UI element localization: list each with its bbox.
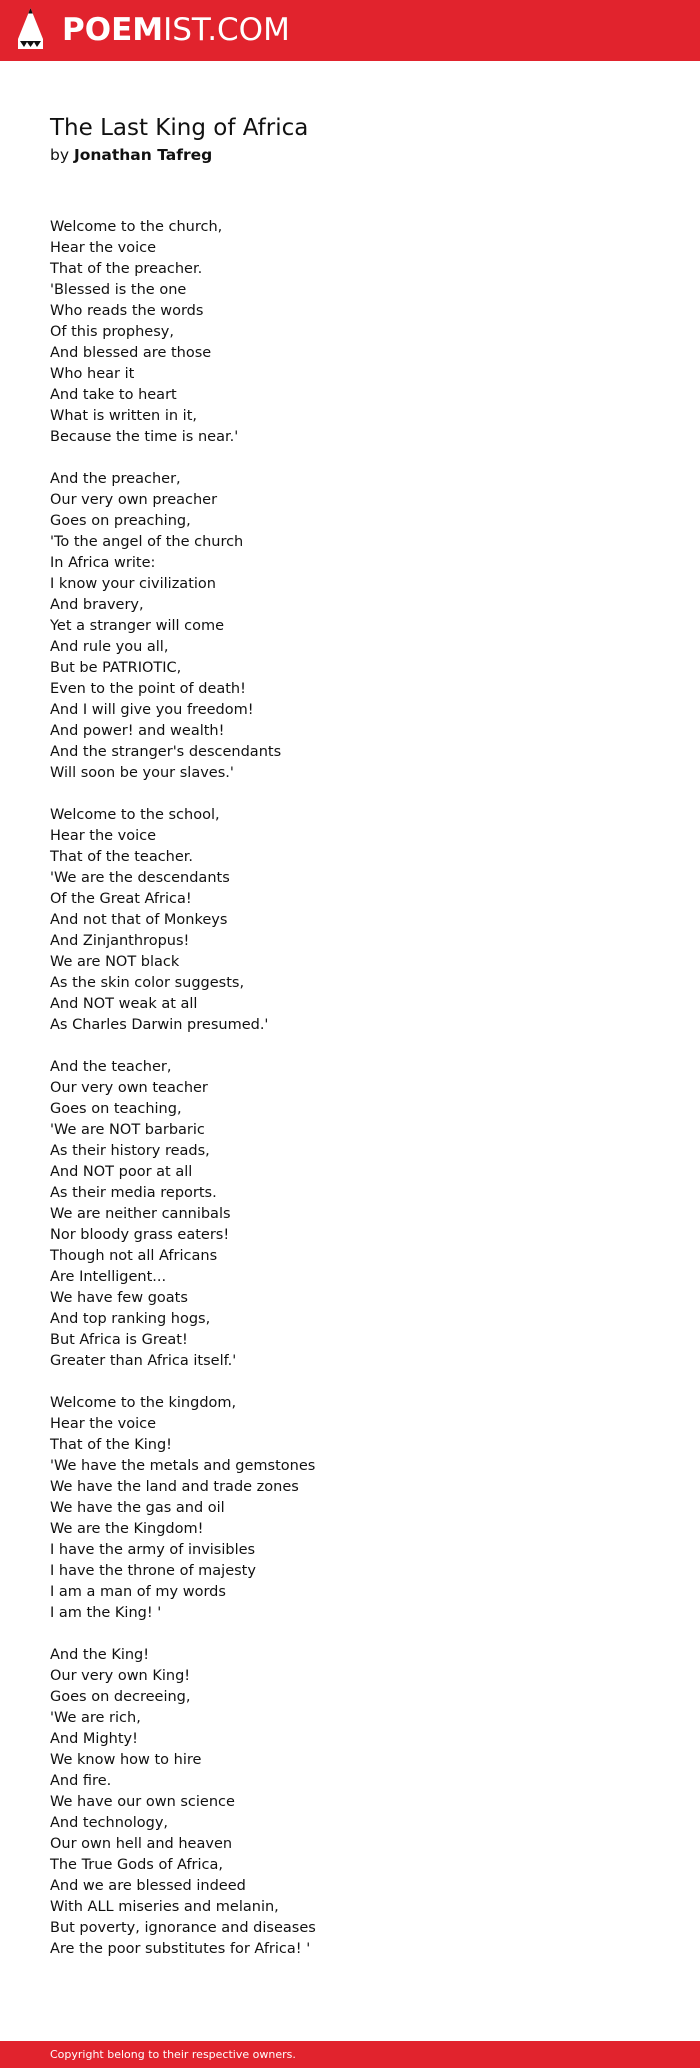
poem-line: And the King! xyxy=(50,1647,150,1663)
poem-line: I know your civilization xyxy=(50,576,216,592)
poem-line: Of this prophesy, xyxy=(50,324,174,340)
poem-line: Nor bloody grass eaters! xyxy=(50,1227,230,1243)
poem-line: I have the throne of majesty xyxy=(50,1563,256,1579)
poem-stanza xyxy=(50,1393,650,1624)
copyright-notice: Copyright belong to their respective owners. xyxy=(50,2048,296,2061)
poem-line: And fire. xyxy=(50,1773,112,1789)
poem-line: We are NOT black xyxy=(50,954,180,970)
top-bar xyxy=(0,0,700,61)
poem-stanza xyxy=(50,1645,650,1960)
poem-line: Hear the voice xyxy=(50,1416,157,1432)
poem-line: Will soon be your slaves.' xyxy=(50,765,234,781)
poem-line: Our own hell and heaven xyxy=(50,1836,233,1852)
poem-title: The Last King of Africa xyxy=(50,115,309,141)
poem-line: Who hear it xyxy=(50,366,135,382)
poem-line: And NOT poor at all xyxy=(50,1164,193,1180)
poem-line: Hear the voice xyxy=(50,240,157,256)
poem-body xyxy=(50,217,650,1981)
poem-line: And NOT weak at all xyxy=(50,996,198,1012)
poem-line: And Zinjanthropus! xyxy=(50,933,190,949)
poem-line: Goes on decreeing, xyxy=(50,1689,191,1705)
poem-line: We are the Kingdom! xyxy=(50,1521,204,1537)
poem-line: We have our own science xyxy=(50,1794,235,1810)
logo-text-bold: POEM xyxy=(62,12,164,48)
poem-line: Welcome to the school, xyxy=(50,807,220,823)
logo-text xyxy=(62,9,290,52)
poem-line: And the preacher, xyxy=(50,471,181,487)
poem-stanza xyxy=(50,469,650,784)
poem-line: But be PATRIOTIC, xyxy=(50,660,182,676)
poem-stanza xyxy=(50,217,650,448)
poem-line: That of the teacher. xyxy=(50,849,194,865)
poem-line: Who reads the words xyxy=(50,303,204,319)
poem-line: And we are blessed indeed xyxy=(50,1878,246,1894)
poem-line: As Charles Darwin presumed.' xyxy=(50,1017,269,1033)
poem-line: Our very own King! xyxy=(50,1668,191,1684)
pencil-icon xyxy=(17,8,62,54)
poem-line: As the skin color suggests, xyxy=(50,975,245,991)
poem-author: Jonathan Tafreg xyxy=(73,146,213,164)
poem-line: What is written in it, xyxy=(50,408,197,424)
poem-line: 'We are NOT barbaric xyxy=(50,1122,205,1138)
poem-line: With ALL miseries and melanin, xyxy=(50,1899,279,1915)
footer xyxy=(0,2041,700,2068)
poem-line: In Africa write: xyxy=(50,555,156,571)
poem-line: I am the King! ' xyxy=(50,1605,162,1621)
poem-line: Though not all Africans xyxy=(50,1248,218,1264)
poem-line: And power! and wealth! xyxy=(50,723,225,739)
poem-line: 'We have the metals and gemstones xyxy=(50,1458,316,1474)
site-logo-link[interactable] xyxy=(17,9,290,52)
poem-line: And top ranking hogs, xyxy=(50,1311,211,1327)
poem-line: Hear the voice xyxy=(50,828,157,844)
poem-line: And bravery, xyxy=(50,597,144,613)
poem-line: And take to heart xyxy=(50,387,177,403)
poem-line: Greater than Africa itself.' xyxy=(50,1353,237,1369)
poem-line: And the stranger's descendants xyxy=(50,744,282,760)
poem-stanza xyxy=(50,1057,650,1372)
poem-line: Welcome to the church, xyxy=(50,219,223,235)
poem-line: And Mighty! xyxy=(50,1731,138,1747)
poem-stanza xyxy=(50,805,650,1036)
poem-line: As their history reads, xyxy=(50,1143,210,1159)
poem-line: But Africa is Great! xyxy=(50,1332,188,1348)
poem-line: 'Blessed is the one xyxy=(50,282,187,298)
poem-line: But poverty, ignorance and diseases xyxy=(50,1920,316,1936)
poem-line: Even to the point of death! xyxy=(50,681,246,697)
poem-line: And blessed are those xyxy=(50,345,212,361)
poem-line: Because the time is near.' xyxy=(50,429,239,445)
by-label: by xyxy=(50,146,70,164)
poem-line: And technology, xyxy=(50,1815,169,1831)
poem-line: 'We are rich, xyxy=(50,1710,141,1726)
poem-line: Welcome to the kingdom, xyxy=(50,1395,237,1411)
poem-line: Are the poor substitutes for Africa! ' xyxy=(50,1941,311,1957)
poem-byline xyxy=(50,144,650,166)
poem-line: We have few goats xyxy=(50,1290,188,1306)
poem-line: And the teacher, xyxy=(50,1059,172,1075)
logo-text-light: IST.COM xyxy=(163,12,290,48)
poem-line: Are Intelligent... xyxy=(50,1269,167,1285)
poem-line: Of the Great Africa! xyxy=(50,891,192,907)
poem-line: Yet a stranger will come xyxy=(50,618,225,634)
poem-line: And rule you all, xyxy=(50,639,169,655)
poem-header xyxy=(50,113,650,166)
poem-line: That of the preacher. xyxy=(50,261,203,277)
poem-line: We are neither cannibals xyxy=(50,1206,231,1222)
poem-line: And I will give you freedom! xyxy=(50,702,254,718)
poem-line: We have the land and trade zones xyxy=(50,1479,299,1495)
poem-line: Our very own preacher xyxy=(50,492,218,508)
poem-line: I am a man of my words xyxy=(50,1584,226,1600)
poem-line: Our very own teacher xyxy=(50,1080,208,1096)
poem-line: We have the gas and oil xyxy=(50,1500,225,1516)
poem-line: Goes on teaching, xyxy=(50,1101,182,1117)
poem-line: 'To the angel of the church xyxy=(50,534,244,550)
poem-line: The True Gods of Africa, xyxy=(50,1857,224,1873)
poem-line: Goes on preaching, xyxy=(50,513,191,529)
poem-line: And not that of Monkeys xyxy=(50,912,228,928)
poem-line: As their media reports. xyxy=(50,1185,217,1201)
poem-line: I have the army of invisibles xyxy=(50,1542,256,1558)
poem-line: 'We are the descendants xyxy=(50,870,230,886)
poem-line: That of the King! xyxy=(50,1437,172,1453)
poem-line: We know how to hire xyxy=(50,1752,202,1768)
